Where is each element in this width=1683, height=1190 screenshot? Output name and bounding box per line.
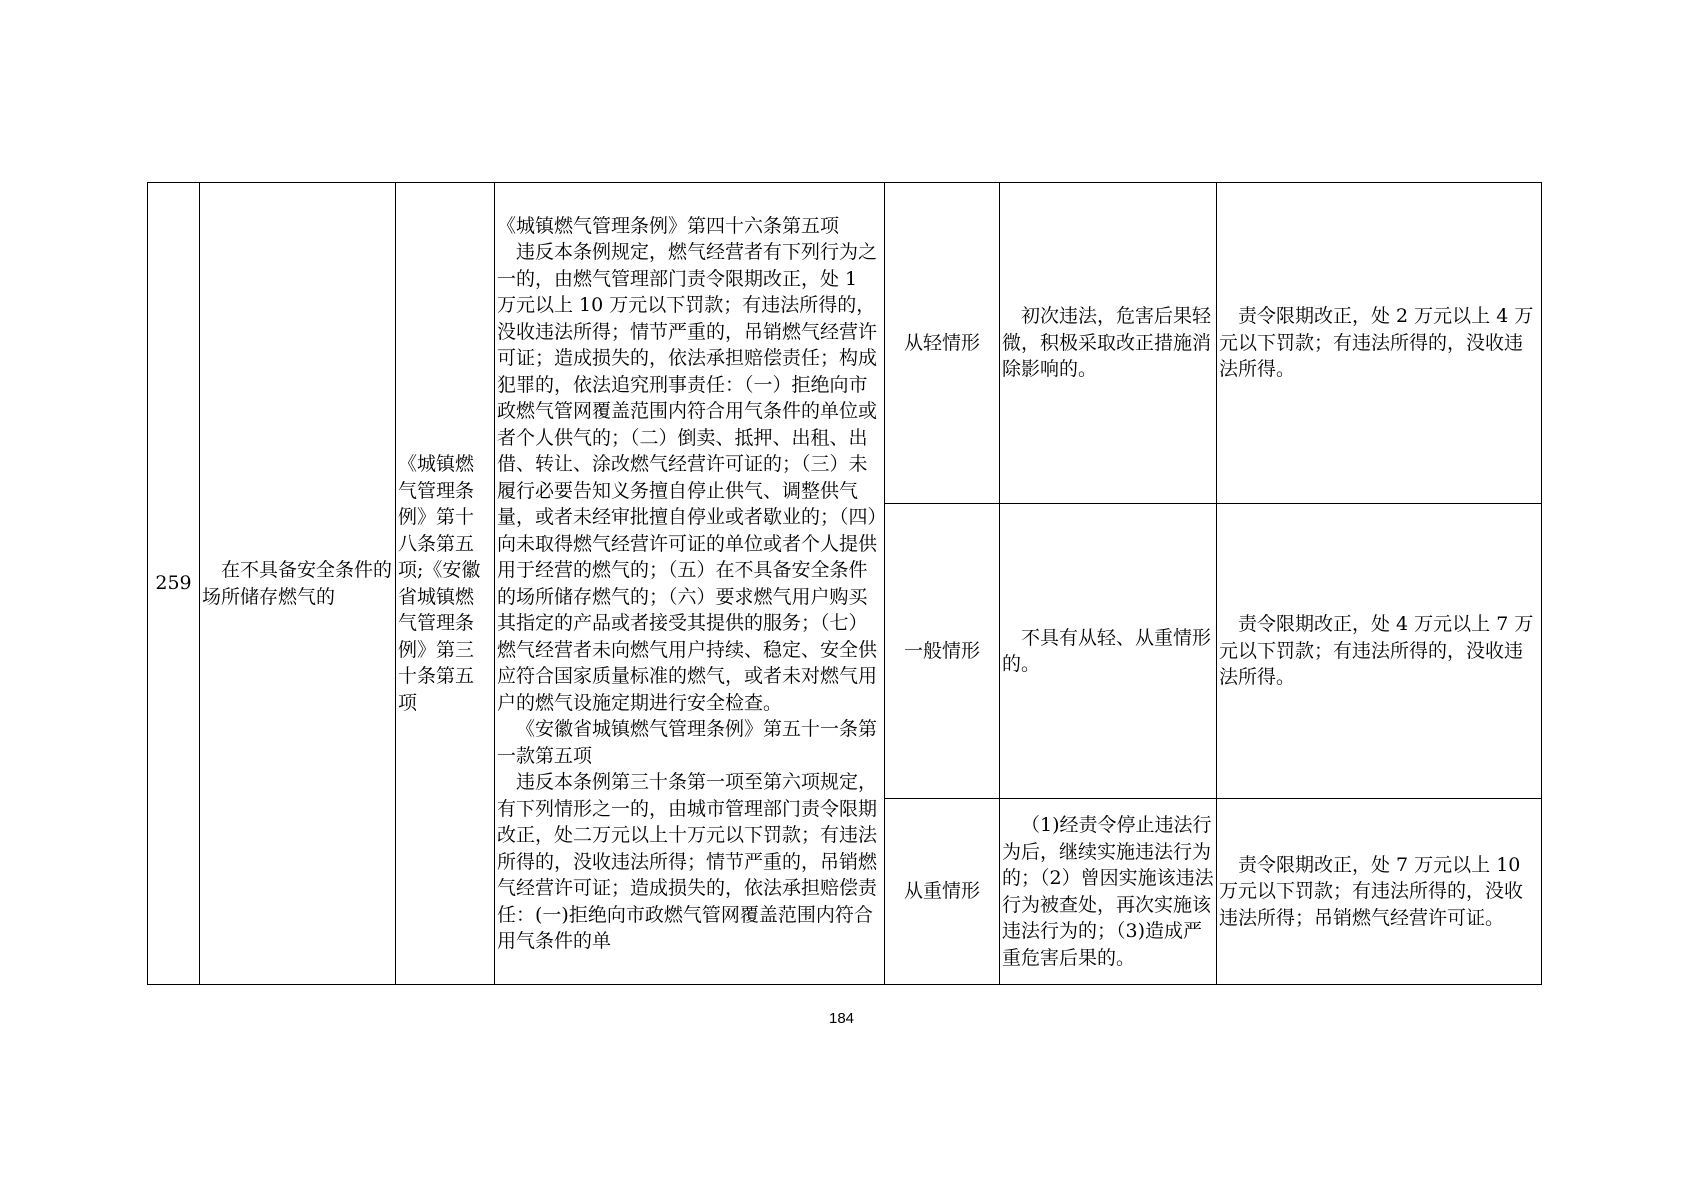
level-condition: 不具有从轻、从重情形的。 xyxy=(1000,504,1217,799)
law-text-2: 违反本条例第三十条第一项至第六项规定，有下列情形之一的，由城市管理部门责令限期改正，处二万元以上十万元以下罚款；有违法所得的，没收违法所得；情节严重的，吊销燃气经营许可证；造成损失的，依法承担赔偿责任：(一)拒绝向市政燃气管网覆盖范围内符合用气条件的单 xyxy=(497,771,878,952)
level-label: 一般情形 xyxy=(885,504,1000,799)
table-row xyxy=(148,183,1542,504)
violation-item: 在不具备安全条件的场所储存燃气的 xyxy=(200,183,396,985)
level-label: 从重情形 xyxy=(885,799,1000,985)
level-condition: （1)经责令停止违法行为后，继续实施违法行为的；（2）曾因实施该违法行为被查处，再次实施该违法行为的；（3)造成严重危害后果的。 xyxy=(1000,799,1217,985)
page-number: 184 xyxy=(828,1010,855,1027)
level-standard: 责令限期改正，处 4 万元以上 7 万元以下罚款；有违法所得的，没收违法所得。 xyxy=(1217,504,1542,799)
row-number: 259 xyxy=(148,183,200,985)
legal-basis: 《城镇燃气管理条例》第十八条第五项;《安徽省城镇燃气管理条例》第三十条第五项 xyxy=(396,183,495,985)
law-title-2: 《安徽省城镇燃气管理条例》第五十一条第一款第五项 xyxy=(497,718,878,767)
level-label: 从轻情形 xyxy=(885,183,1000,504)
penalty-standard-table xyxy=(147,182,1542,985)
level-standard: 责令限期改正，处 2 万元以上 4 万元以下罚款；有违法所得的，没收违法所得。 xyxy=(1217,183,1542,504)
law-text-1: 违反本条例规定，燃气经营者有下列行为之一的，由燃气管理部门责令限期改正，处 1 万元以上 10 万元以下罚款；有违法所得的，没收违法所得；情节严重的，吊销燃气经营许可证；造成损失的，依法承担赔偿责任；构成犯罪的，依法追究刑事责任：（一）拒绝向市政燃气管网覆盖范围内符合用气条件的单位或者个人供气的；（二）倒卖、抵押、出租、出借、转让、涂改燃气经营许可证的；（三）未履行必要告知义务擅自停止供气、调整供气量，或者未经审批擅自停业或者歇业的；（四）向未取得燃气经营许可证的单位或者个人提供用于经营的燃气的；（五）在不具备安全条件的场所储存燃气的；（六）要求燃气用户购买其指定的产品或者接受其提供的服务；（七）燃气经营者未向燃气用户持续、稳定、安全供应符合国家质量标准的燃气，或者未对燃气用户的燃气设施定期进行安全检查。 xyxy=(497,241,878,714)
law-title-1: 《城镇燃气管理条例》第四十六条第五项 xyxy=(497,214,840,237)
level-condition: 初次违法，危害后果轻微，积极采取改正措施消除影响的。 xyxy=(1000,183,1217,504)
penalty-law-cell xyxy=(495,183,885,985)
level-standard: 责令限期改正，处 7 万元以上 10 万元以下罚款；有违法所得的，没收违法所得；吊销燃气经营许可证。 xyxy=(1217,799,1542,985)
